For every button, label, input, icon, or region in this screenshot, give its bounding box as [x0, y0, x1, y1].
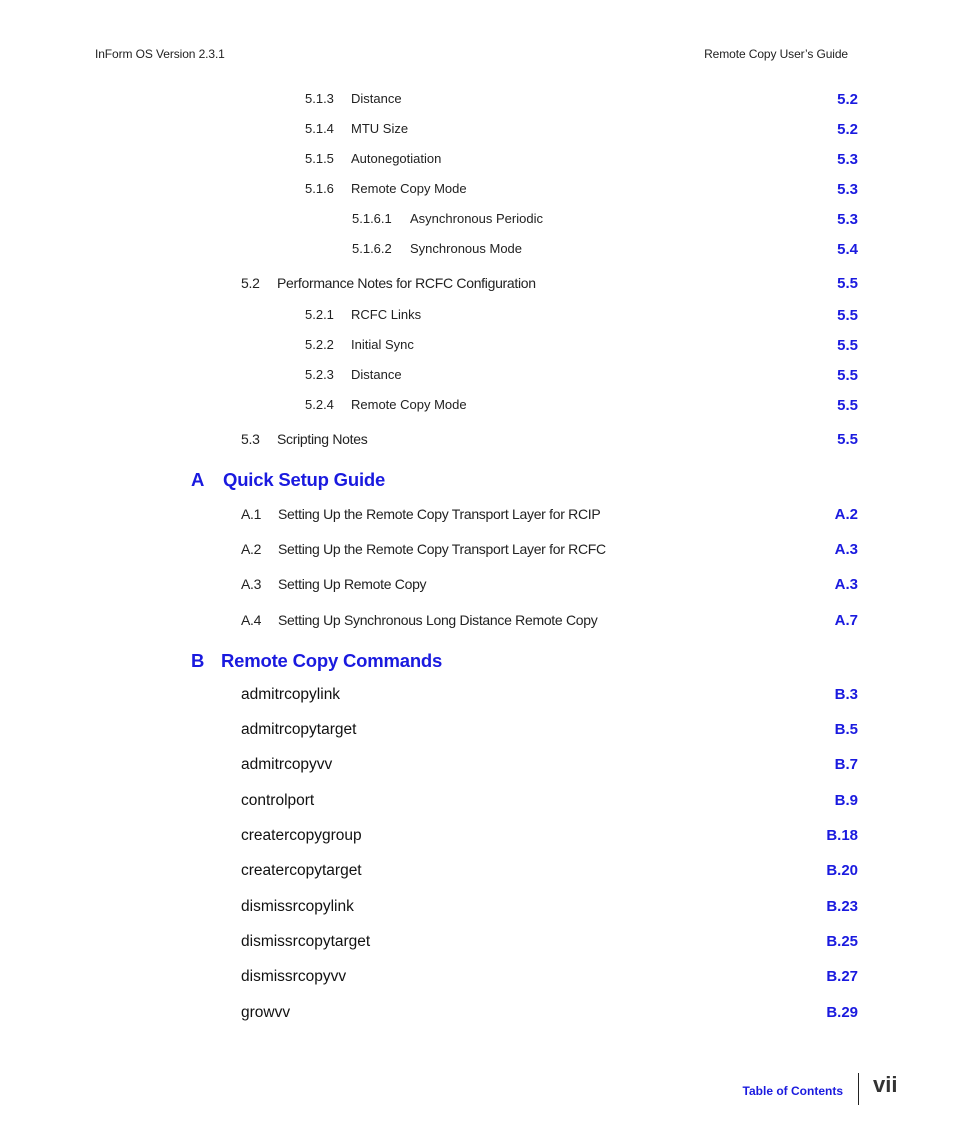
toc-title: creatercopygroup: [241, 827, 362, 844]
toc-title: Scripting Notes: [277, 431, 368, 447]
toc-number: 5.1.6.1: [352, 211, 392, 226]
toc-page-link[interactable]: 5.5: [837, 367, 858, 384]
toc-entry[interactable]: [0, 968, 954, 988]
toc-number: A.3: [241, 576, 262, 592]
toc-page-link[interactable]: B.9: [834, 792, 858, 809]
toc-number: 5.1.6: [305, 181, 334, 196]
toc-page-link[interactable]: 5.2: [837, 121, 858, 138]
toc-page-link[interactable]: 5.3: [837, 211, 858, 228]
toc-entry[interactable]: [0, 506, 954, 526]
toc-title: dismissrcopylink: [241, 898, 354, 915]
toc-entry[interactable]: [0, 541, 954, 561]
toc-entry[interactable]: [0, 862, 954, 882]
toc-number: 5.2: [241, 275, 260, 291]
toc-entry[interactable]: [0, 397, 954, 417]
toc-entry[interactable]: [0, 337, 954, 357]
toc-title: dismissrcopyvv: [241, 968, 347, 985]
toc-number: A.2: [241, 541, 262, 557]
toc-title: Remote Copy Mode: [351, 397, 467, 412]
toc-page-link[interactable]: B.27: [826, 968, 858, 985]
toc-title: Remote Copy Mode: [351, 181, 467, 196]
toc-entry[interactable]: [0, 211, 954, 231]
toc-entry[interactable]: [0, 898, 954, 918]
appendix-title[interactable]: Remote Copy Commands: [221, 650, 443, 671]
toc-page-link[interactable]: 5.4: [837, 241, 858, 258]
toc-entry[interactable]: [0, 933, 954, 953]
toc-page-link[interactable]: A.7: [834, 612, 858, 629]
toc-title: Setting Up the Remote Copy Transport Layer for RCFC: [278, 541, 606, 557]
toc-title: Synchronous Mode: [410, 241, 523, 256]
toc-page-link[interactable]: B.5: [834, 721, 858, 738]
toc-page-link[interactable]: 5.5: [837, 275, 858, 292]
toc-title: dismissrcopytarget: [241, 933, 371, 950]
appendix-letter: B: [191, 650, 205, 671]
toc-title: Initial Sync: [351, 337, 414, 352]
toc-page-link[interactable]: 5.3: [837, 181, 858, 198]
toc-entry[interactable]: [0, 121, 954, 141]
footer-page-number: vii: [873, 1072, 898, 1097]
toc-title: Setting Up the Remote Copy Transport Layer for RCIP: [278, 506, 601, 522]
toc-page-link[interactable]: 5.5: [837, 431, 858, 448]
toc-title: growvv: [241, 1004, 291, 1021]
toc-title: controlport: [241, 792, 315, 809]
toc-page-link[interactable]: 5.3: [837, 151, 858, 168]
toc-number: 5.2.1: [305, 307, 334, 322]
footer-section-label[interactable]: Table of Contents: [742, 1084, 843, 1098]
toc-page-link[interactable]: A.3: [834, 541, 858, 558]
toc-title: Setting Up Remote Copy: [278, 576, 427, 592]
toc-page-link[interactable]: B.7: [834, 756, 858, 773]
toc-title: admitrcopylink: [241, 686, 341, 703]
toc-entry[interactable]: [0, 612, 954, 632]
toc-number: 5.1.6.2: [352, 241, 392, 256]
toc-number: A.1: [241, 506, 262, 522]
toc-page-link[interactable]: 5.5: [837, 307, 858, 324]
toc-entry[interactable]: [0, 181, 954, 201]
toc-page-link[interactable]: B.29: [826, 1004, 858, 1021]
toc-number: 5.3: [241, 431, 260, 447]
toc-title: Asynchronous Periodic: [410, 211, 543, 226]
toc-title: Setting Up Synchronous Long Distance Remote Copy: [278, 612, 598, 628]
toc-page-link[interactable]: B.20: [826, 862, 858, 879]
toc-page-link[interactable]: 5.2: [837, 91, 858, 108]
toc-number: 5.1.4: [305, 121, 334, 136]
toc-entry[interactable]: [0, 275, 954, 295]
toc-page-link[interactable]: B.25: [826, 933, 858, 950]
header-left: InForm OS Version 2.3.1: [95, 47, 225, 61]
toc-number: 5.2.4: [305, 397, 334, 412]
toc-title: MTU Size: [351, 121, 409, 136]
toc-page-link[interactable]: A.2: [834, 506, 858, 523]
toc-entry[interactable]: [0, 827, 954, 847]
toc-number: 5.1.5: [305, 151, 334, 166]
toc-entry[interactable]: [0, 756, 954, 776]
appendix-heading[interactable]: [0, 469, 954, 489]
toc-page-link[interactable]: B.23: [826, 898, 858, 915]
toc-title: Performance Notes for RCFC Configuration: [277, 275, 536, 291]
toc-page-link[interactable]: B.3: [834, 686, 858, 703]
appendix-title[interactable]: Quick Setup Guide: [223, 469, 386, 490]
toc-entry[interactable]: [0, 576, 954, 596]
toc-entry[interactable]: [0, 1004, 954, 1024]
toc-title: admitrcopyvv: [241, 756, 333, 773]
toc-entry[interactable]: [0, 686, 954, 706]
toc-entry[interactable]: [0, 91, 954, 111]
toc-entry[interactable]: [0, 721, 954, 741]
toc-number: 5.1.3: [305, 91, 334, 106]
appendix-heading[interactable]: [0, 650, 954, 670]
toc-page-link[interactable]: A.3: [834, 576, 858, 593]
toc-entry[interactable]: [0, 241, 954, 261]
toc-entry[interactable]: [0, 431, 954, 451]
appendix-letter: A: [191, 469, 205, 490]
toc-entry[interactable]: [0, 367, 954, 387]
toc-title: Distance: [351, 91, 402, 106]
toc-title: creatercopytarget: [241, 862, 362, 879]
toc-title: Distance: [351, 367, 402, 382]
toc-entry[interactable]: [0, 151, 954, 171]
header-right: Remote Copy User’s Guide: [704, 47, 848, 61]
toc-number: 5.2.3: [305, 367, 334, 382]
toc-title: Autonegotiation: [351, 151, 442, 166]
toc-number: 5.2.2: [305, 337, 334, 352]
toc-page-link[interactable]: B.18: [826, 827, 858, 844]
toc-entry[interactable]: [0, 307, 954, 327]
toc-page-link[interactable]: 5.5: [837, 337, 858, 354]
footer-divider: [858, 1073, 859, 1105]
toc-title: RCFC Links: [351, 307, 422, 322]
toc-page-link[interactable]: 5.5: [837, 397, 858, 414]
toc-title: admitrcopytarget: [241, 721, 357, 738]
toc-entry[interactable]: [0, 792, 954, 812]
toc-number: A.4: [241, 612, 262, 628]
